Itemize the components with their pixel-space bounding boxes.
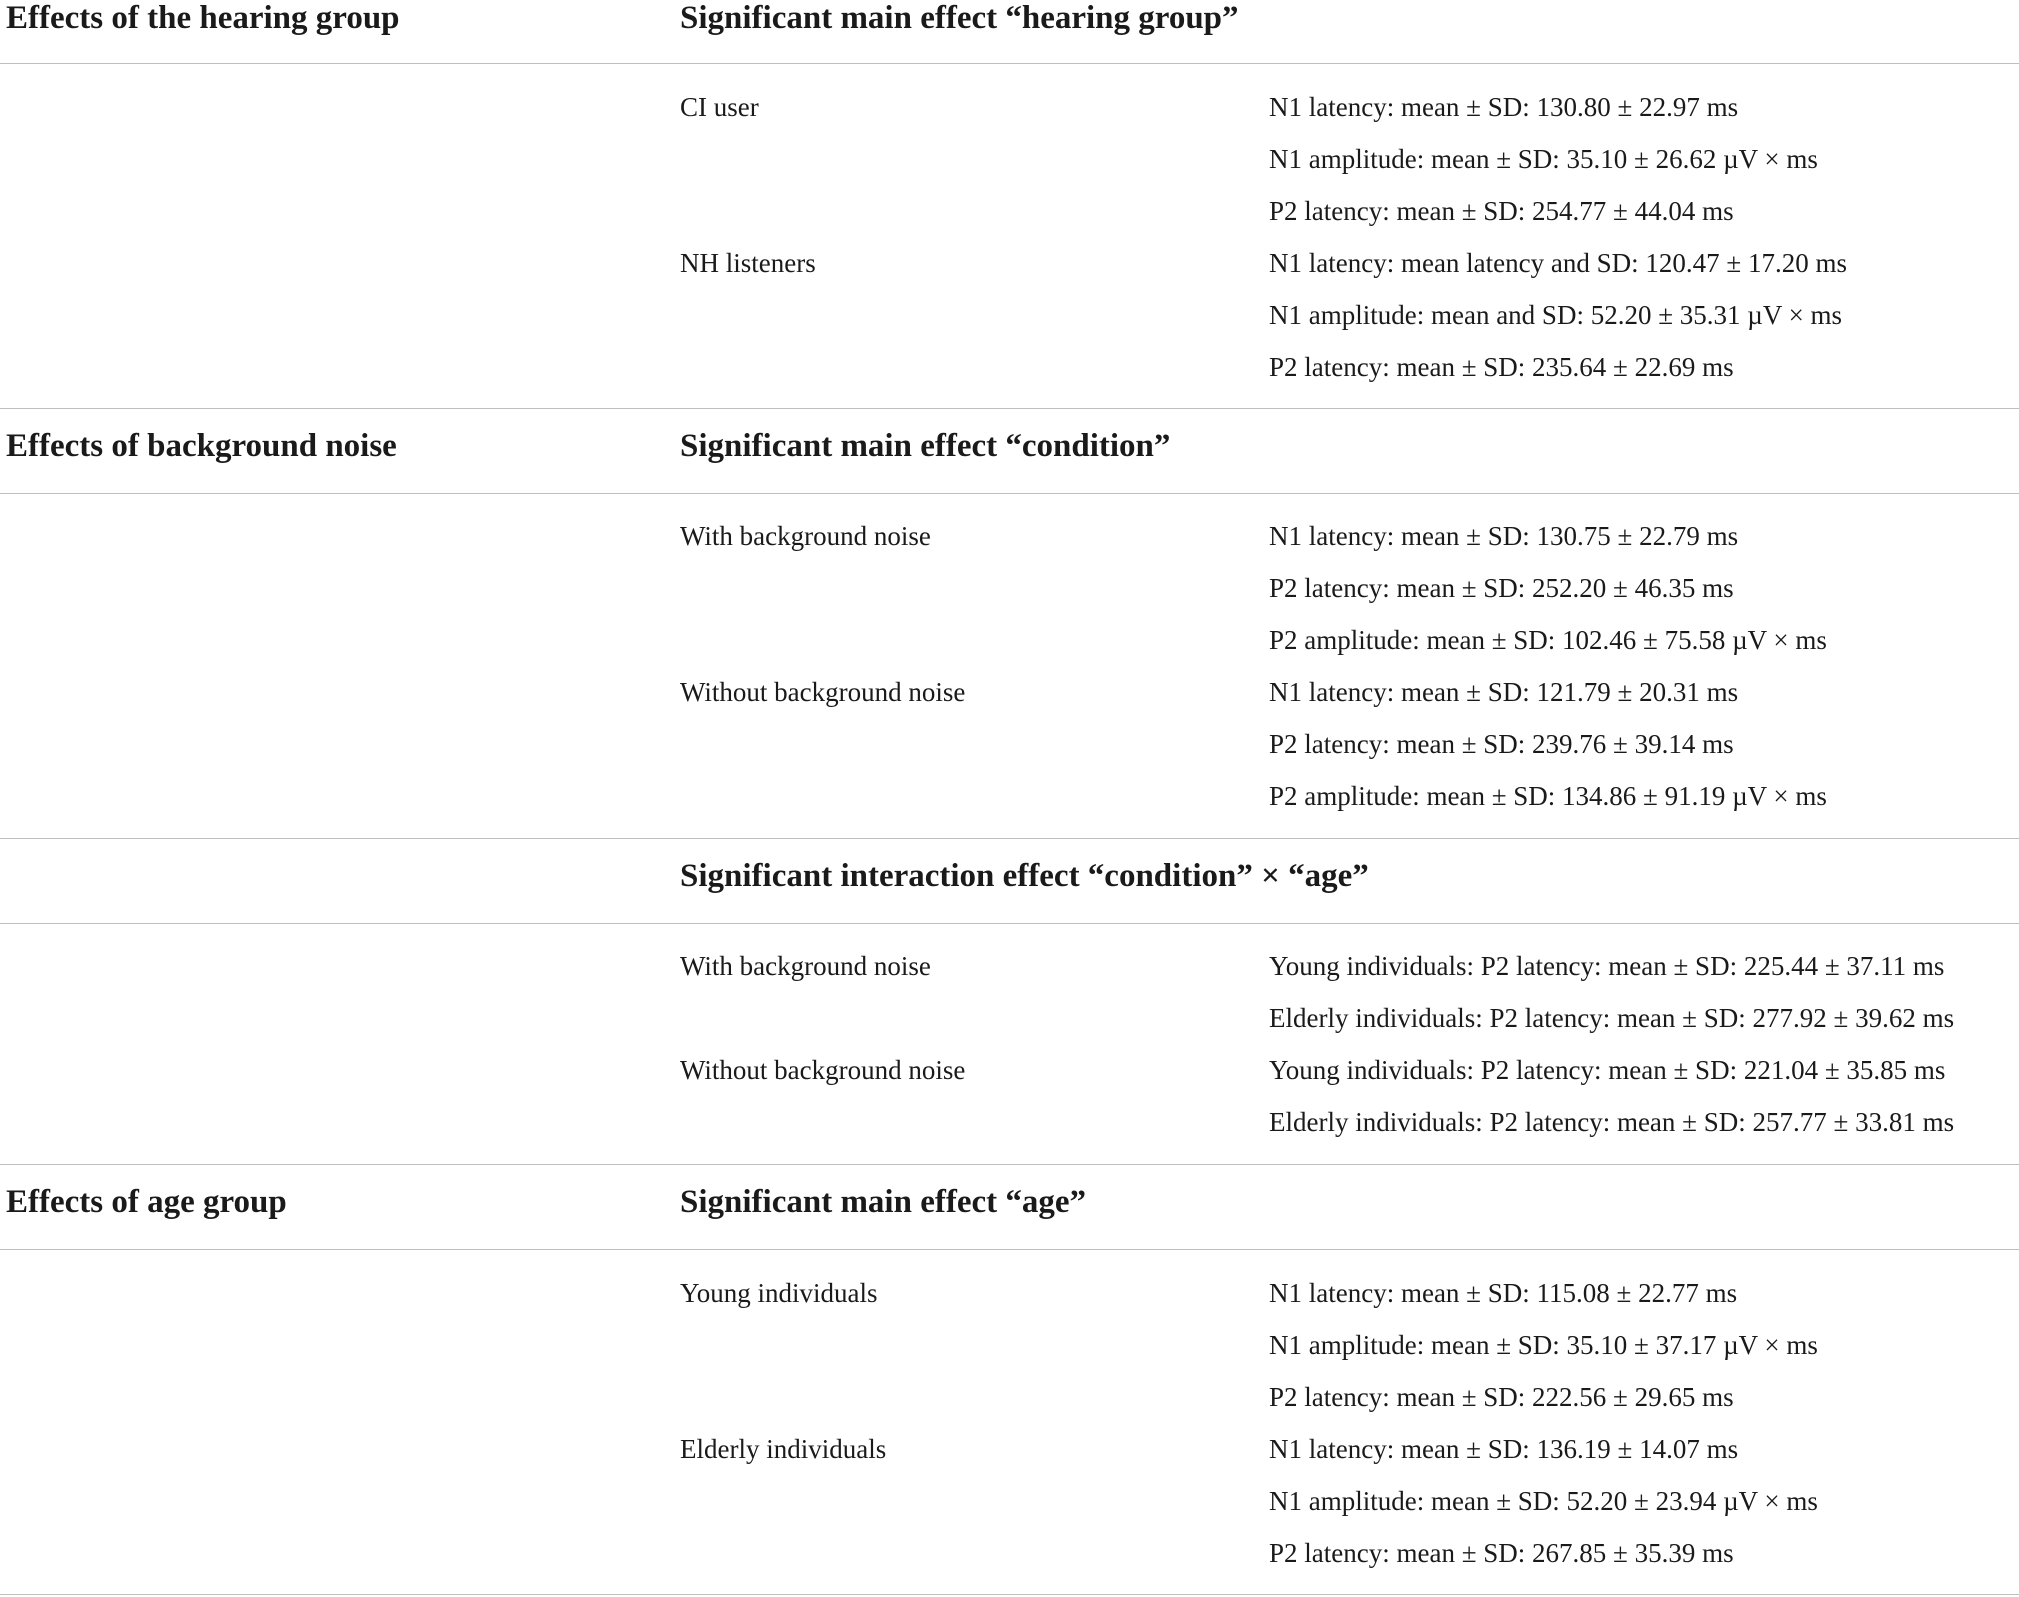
group-label: Young individuals: [680, 1278, 878, 1308]
section-divider: [0, 63, 2019, 64]
section-divider: [0, 1249, 2019, 1250]
group-label: With background noise: [680, 951, 931, 981]
section-divider: [0, 493, 2019, 494]
result-line: N1 latency: mean ± SD: 130.80 ± 22.97 ms: [1269, 92, 1739, 122]
group-label: NH listeners: [680, 248, 816, 278]
result-line: P2 amplitude: mean ± SD: 102.46 ± 75.58 µV × ms: [1269, 625, 1827, 655]
section-divider: [0, 838, 2019, 839]
result-line: Elderly individuals: P2 latency: mean ± SD: 257.77 ± 33.81 ms: [1269, 1107, 1955, 1137]
section-heading: Significant interaction effect “condition” × “age”: [680, 858, 1369, 894]
result-line: N1 latency: mean ± SD: 136.19 ± 14.07 ms: [1269, 1434, 1739, 1464]
section-title: Effects of background noise: [6, 428, 397, 464]
result-line: P2 latency: mean ± SD: 239.76 ± 39.14 ms: [1269, 729, 1734, 759]
result-line: Young individuals: P2 latency: mean ± SD: 225.44 ± 37.11 ms: [1269, 951, 1945, 981]
result-line: N1 latency: mean ± SD: 115.08 ± 22.77 ms: [1269, 1278, 1738, 1308]
result-line: N1 latency: mean ± SD: 130.75 ± 22.79 ms: [1269, 521, 1739, 551]
result-line: N1 amplitude: mean and SD: 52.20 ± 35.31 µV × ms: [1269, 300, 1843, 330]
group-label: Without background noise: [680, 677, 966, 707]
section-title: Effects of the hearing group: [6, 0, 400, 36]
result-line: N1 amplitude: mean ± SD: 52.20 ± 23.94 µV × ms: [1269, 1486, 1818, 1516]
result-line: N1 latency: mean ± SD: 121.79 ± 20.31 ms: [1269, 677, 1739, 707]
section-divider: [0, 408, 2019, 409]
result-line: P2 latency: mean ± SD: 252.20 ± 46.35 ms: [1269, 573, 1734, 603]
group-label: Elderly individuals: [680, 1434, 887, 1464]
result-line: P2 latency: mean ± SD: 235.64 ± 22.69 ms: [1269, 352, 1734, 382]
result-line: N1 amplitude: mean ± SD: 35.10 ± 26.62 µV × ms: [1269, 144, 1818, 174]
section-divider: [0, 923, 2019, 924]
group-label: Without background noise: [680, 1055, 966, 1085]
section-heading: Significant main effect “condition”: [680, 428, 1171, 464]
section-heading: Significant main effect “age”: [680, 1184, 1087, 1220]
result-line: Elderly individuals: P2 latency: mean ± SD: 277.92 ± 39.62 ms: [1269, 1003, 1955, 1033]
section-divider: [0, 1164, 2019, 1165]
table-bottom-rule: [0, 1594, 2019, 1595]
result-line: Young individuals: P2 latency: mean ± SD: 221.04 ± 35.85 ms: [1269, 1055, 1946, 1085]
result-line: P2 latency: mean ± SD: 267.85 ± 35.39 ms: [1269, 1538, 1734, 1568]
group-label: With background noise: [680, 521, 931, 551]
result-line: N1 latency: mean latency and SD: 120.47 ± 17.20 ms: [1269, 248, 1847, 278]
result-line: P2 latency: mean ± SD: 222.56 ± 29.65 ms: [1269, 1382, 1734, 1412]
section-heading: Significant main effect “hearing group”: [680, 0, 1239, 36]
result-line: P2 latency: mean ± SD: 254.77 ± 44.04 ms: [1269, 196, 1734, 226]
section-title: Effects of age group: [6, 1184, 287, 1220]
group-label: CI user: [680, 92, 759, 122]
result-line: P2 amplitude: mean ± SD: 134.86 ± 91.19 µV × ms: [1269, 781, 1827, 811]
result-line: N1 amplitude: mean ± SD: 35.10 ± 37.17 µV × ms: [1269, 1330, 1818, 1360]
